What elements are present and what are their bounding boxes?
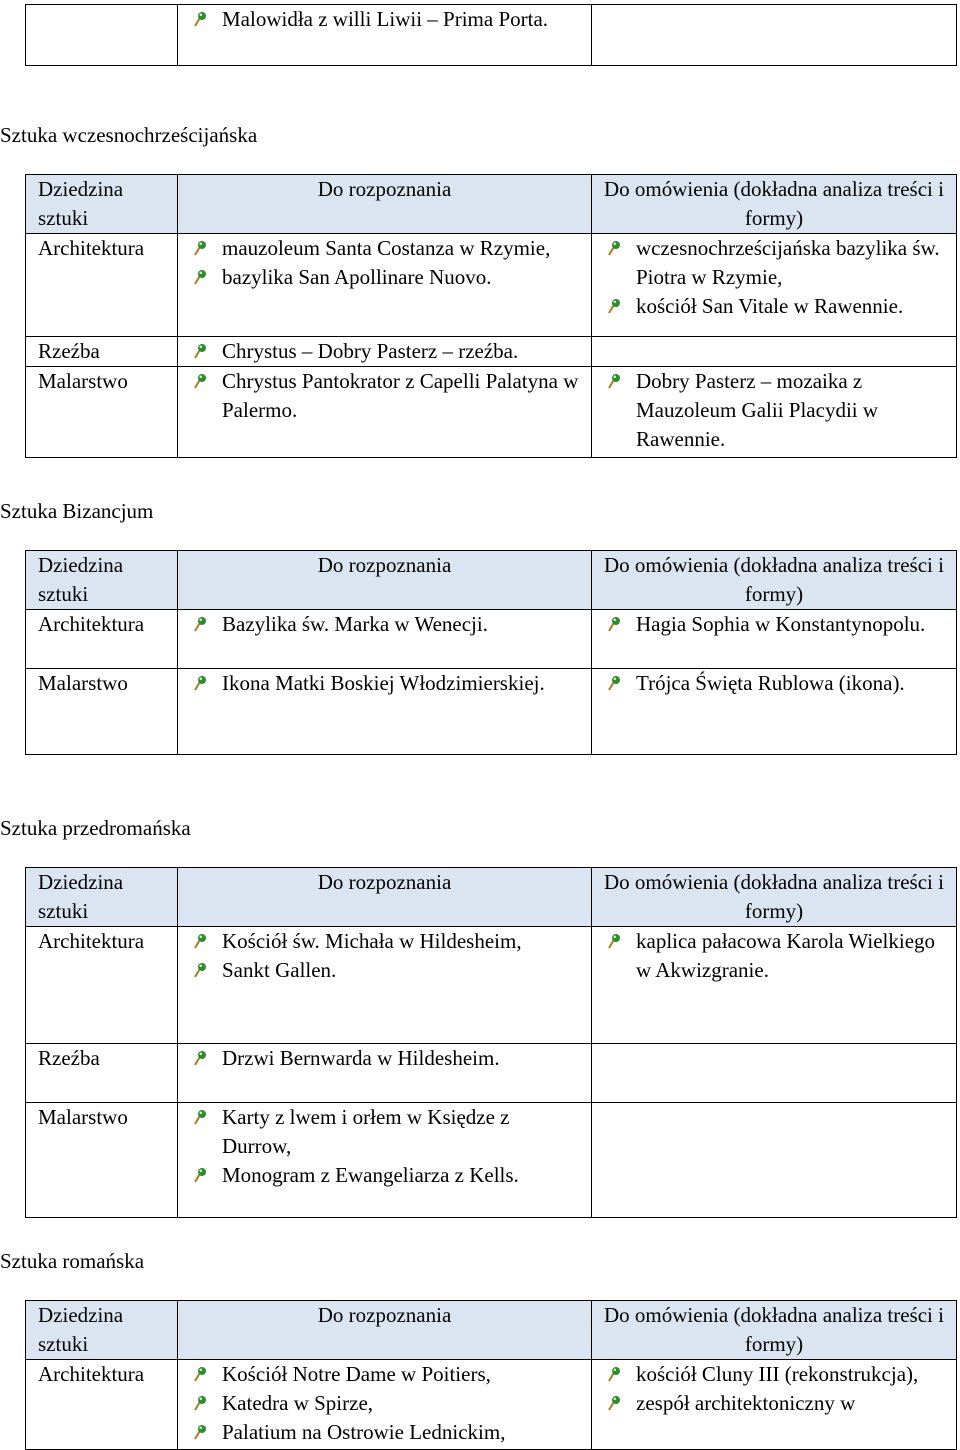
header-discuss: Do omówienia (dokładna analiza treści i formy) <box>592 175 957 234</box>
item-list <box>592 367 956 454</box>
bullet-pin-icon <box>192 11 208 27</box>
table-row <box>26 1044 957 1103</box>
bullet-pin-icon <box>192 1050 208 1066</box>
header-discuss: Do omówienia (dokładna analiza treści i formy) <box>592 551 957 610</box>
list-item-text: Kościół Notre Dame w Poitiers, <box>222 1362 491 1386</box>
domain-cell: Rzeźba <box>26 337 178 367</box>
list-item-text: bazylika San Apollinare Nuovo. <box>222 265 492 289</box>
recognize-cell <box>178 1360 592 1450</box>
list-item <box>222 1161 583 1190</box>
discuss-cell <box>592 927 957 1044</box>
table-row <box>26 610 957 669</box>
domain-cell: Architektura <box>26 1360 178 1450</box>
table-row <box>26 337 957 367</box>
list-item-text: mauzoleum Santa Costanza w Rzymie, <box>222 236 551 260</box>
list-item <box>222 927 583 956</box>
bullet-pin-icon <box>192 616 208 632</box>
list-item <box>636 927 948 985</box>
header-discuss: Do omówienia (dokładna analiza treści i formy) <box>592 1301 957 1360</box>
table-row <box>26 927 957 1044</box>
discuss-cell <box>592 610 957 669</box>
list-item-text: wczesnochrześcijańska bazylika św. Piotra w Rzymie, <box>636 236 940 289</box>
list-item-text: Dobry Pasterz – mozaika z Mauzoleum Galii Placydii w Rawennie. <box>636 369 879 451</box>
list-item-text: Trójca Święta Rublowa (ikona). <box>636 671 905 695</box>
list-item-text: Karty z lwem i orłem w Księdze z Durrow, <box>222 1105 510 1158</box>
discuss-cell <box>592 234 957 337</box>
header-domain: Dziedzina sztuki <box>26 551 178 610</box>
table-row <box>26 234 957 337</box>
bullet-pin-icon <box>192 240 208 256</box>
list-item-text: Bazylika św. Marka w Wenecji. <box>222 612 488 636</box>
item-list <box>178 610 591 639</box>
list-item <box>222 956 583 985</box>
list-item <box>636 234 948 292</box>
section-title: Sztuka romańska <box>0 1249 145 1273</box>
discuss-cell <box>592 1044 957 1103</box>
bullet-pin-icon <box>192 1109 208 1125</box>
list-item-text: Ikona Matki Boskiej Włodzimierskiej. <box>222 671 545 695</box>
list-item <box>222 367 583 425</box>
section-title: Sztuka Bizancjum <box>0 499 154 523</box>
item-list <box>178 669 591 698</box>
list-item <box>636 610 948 639</box>
item-list <box>592 234 956 321</box>
discuss-cell <box>592 669 957 755</box>
bullet-pin-icon <box>192 1167 208 1183</box>
header-recognize: Do rozpoznania <box>178 868 592 927</box>
header-discuss: Do omówienia (dokładna analiza treści i formy) <box>592 868 957 927</box>
item-list <box>178 1360 591 1447</box>
bullet-pin-icon <box>606 240 622 256</box>
list-item-text: kaplica pałacowa Karola Wielkiego w Akwizgranie. <box>636 929 936 982</box>
table-row <box>26 1103 957 1218</box>
recognize-cell <box>178 367 592 458</box>
item-list <box>592 610 956 639</box>
bullet-pin-icon <box>606 298 622 314</box>
list-item-text: Drzwi Bernwarda w Hildesheim. <box>222 1046 500 1070</box>
list-item <box>222 1360 583 1389</box>
recognize-cell <box>178 669 592 755</box>
top-fragment-table <box>25 4 957 66</box>
bullet-pin-icon <box>606 1395 622 1411</box>
bullet-pin-icon <box>606 616 622 632</box>
list-item <box>222 1103 583 1161</box>
list-item-text: Monogram z Ewangeliarza z Kells. <box>222 1163 519 1187</box>
header-domain: Dziedzina sztuki <box>26 175 178 234</box>
list-item-text: kościół Cluny III (rekonstrukcja), <box>636 1362 919 1386</box>
domain-cell: Rzeźba <box>26 1044 178 1103</box>
art-table <box>25 867 957 1218</box>
art-table <box>25 174 957 458</box>
list-item <box>222 1044 583 1073</box>
bullet-pin-icon <box>192 675 208 691</box>
domain-cell: Malarstwo <box>26 669 178 755</box>
item-list <box>178 234 591 292</box>
list-item-text: Chrystus – Dobry Pasterz – rzeźba. <box>222 339 519 363</box>
list-item-text: Sankt Gallen. <box>222 958 337 982</box>
list-item <box>222 669 583 698</box>
bullet-pin-icon <box>606 373 622 389</box>
list-item <box>222 5 583 34</box>
section-title: Sztuka wczesnochrześcijańska <box>0 123 258 147</box>
list-item-text: Malowidła z willi Liwii – Prima Porta. <box>222 7 549 31</box>
item-list <box>592 1360 956 1418</box>
bullet-pin-icon <box>192 1424 208 1440</box>
item-list <box>592 669 956 698</box>
bullet-pin-icon <box>192 962 208 978</box>
list-item-text: kościół San Vitale w Rawennie. <box>636 294 904 318</box>
list-item <box>222 1418 583 1447</box>
list-item-text: Chrystus Pantokrator z Capelli Palatyna w Palermo. <box>222 369 579 422</box>
item-list <box>178 337 591 366</box>
list-item-text: Palatium na Ostrowie Lednickim, <box>222 1420 506 1444</box>
list-item <box>636 1389 948 1418</box>
bullet-pin-icon <box>606 675 622 691</box>
list-item <box>222 337 583 366</box>
recognize-cell <box>178 927 592 1044</box>
list-item <box>222 1389 583 1418</box>
empty-cell <box>26 5 178 66</box>
table-header-row <box>26 175 957 234</box>
table-row <box>26 1360 957 1450</box>
art-table <box>25 1300 957 1450</box>
bullet-pin-icon <box>192 343 208 359</box>
item-list <box>592 927 956 985</box>
list-item <box>222 234 583 263</box>
section-title: Sztuka przedromańska <box>0 816 191 840</box>
table-row <box>26 367 957 458</box>
header-domain: Dziedzina sztuki <box>26 1301 178 1360</box>
list-item <box>222 263 583 292</box>
list-item <box>222 610 583 639</box>
bullet-pin-icon <box>192 1395 208 1411</box>
list-item <box>636 292 948 321</box>
item-list <box>178 927 591 985</box>
list-item-text: zespół architektoniczny w <box>636 1391 856 1415</box>
domain-cell: Architektura <box>26 234 178 337</box>
bullet-pin-icon <box>192 373 208 389</box>
discuss-cell <box>592 367 957 458</box>
list-item-text: Katedra w Spirze, <box>222 1391 374 1415</box>
item-list <box>178 1103 591 1190</box>
discuss-cell <box>592 1360 957 1450</box>
item-list <box>178 367 591 425</box>
header-recognize: Do rozpoznania <box>178 175 592 234</box>
bullet-pin-icon <box>192 269 208 285</box>
table-header-row <box>26 1301 957 1360</box>
list-item <box>636 367 948 454</box>
item-list <box>178 1044 591 1073</box>
bullet-pin-icon <box>606 1366 622 1382</box>
table-header-row <box>26 551 957 610</box>
bullet-pin-icon <box>192 933 208 949</box>
table-header-row <box>26 868 957 927</box>
recognize-cell <box>178 5 592 66</box>
art-table <box>25 550 957 755</box>
list-item-text: Kościół św. Michała w Hildesheim, <box>222 929 522 953</box>
recognize-cell <box>178 610 592 669</box>
header-domain: Dziedzina sztuki <box>26 868 178 927</box>
list-item <box>636 1360 948 1389</box>
domain-cell: Architektura <box>26 610 178 669</box>
recognize-cell <box>178 1103 592 1218</box>
domain-cell: Malarstwo <box>26 1103 178 1218</box>
recognize-cell <box>178 1044 592 1103</box>
recognize-cell <box>178 234 592 337</box>
table-row <box>26 669 957 755</box>
list-item <box>636 669 948 698</box>
discuss-cell <box>592 337 957 367</box>
list-item-text: Hagia Sophia w Konstantynopolu. <box>636 612 926 636</box>
header-recognize: Do rozpoznania <box>178 551 592 610</box>
empty-cell <box>592 5 957 66</box>
bullet-pin-icon <box>606 933 622 949</box>
recognize-cell <box>178 337 592 367</box>
item-list <box>178 5 591 34</box>
header-recognize: Do rozpoznania <box>178 1301 592 1360</box>
discuss-cell <box>592 1103 957 1218</box>
bullet-pin-icon <box>192 1366 208 1382</box>
domain-cell: Architektura <box>26 927 178 1044</box>
domain-cell: Malarstwo <box>26 367 178 458</box>
